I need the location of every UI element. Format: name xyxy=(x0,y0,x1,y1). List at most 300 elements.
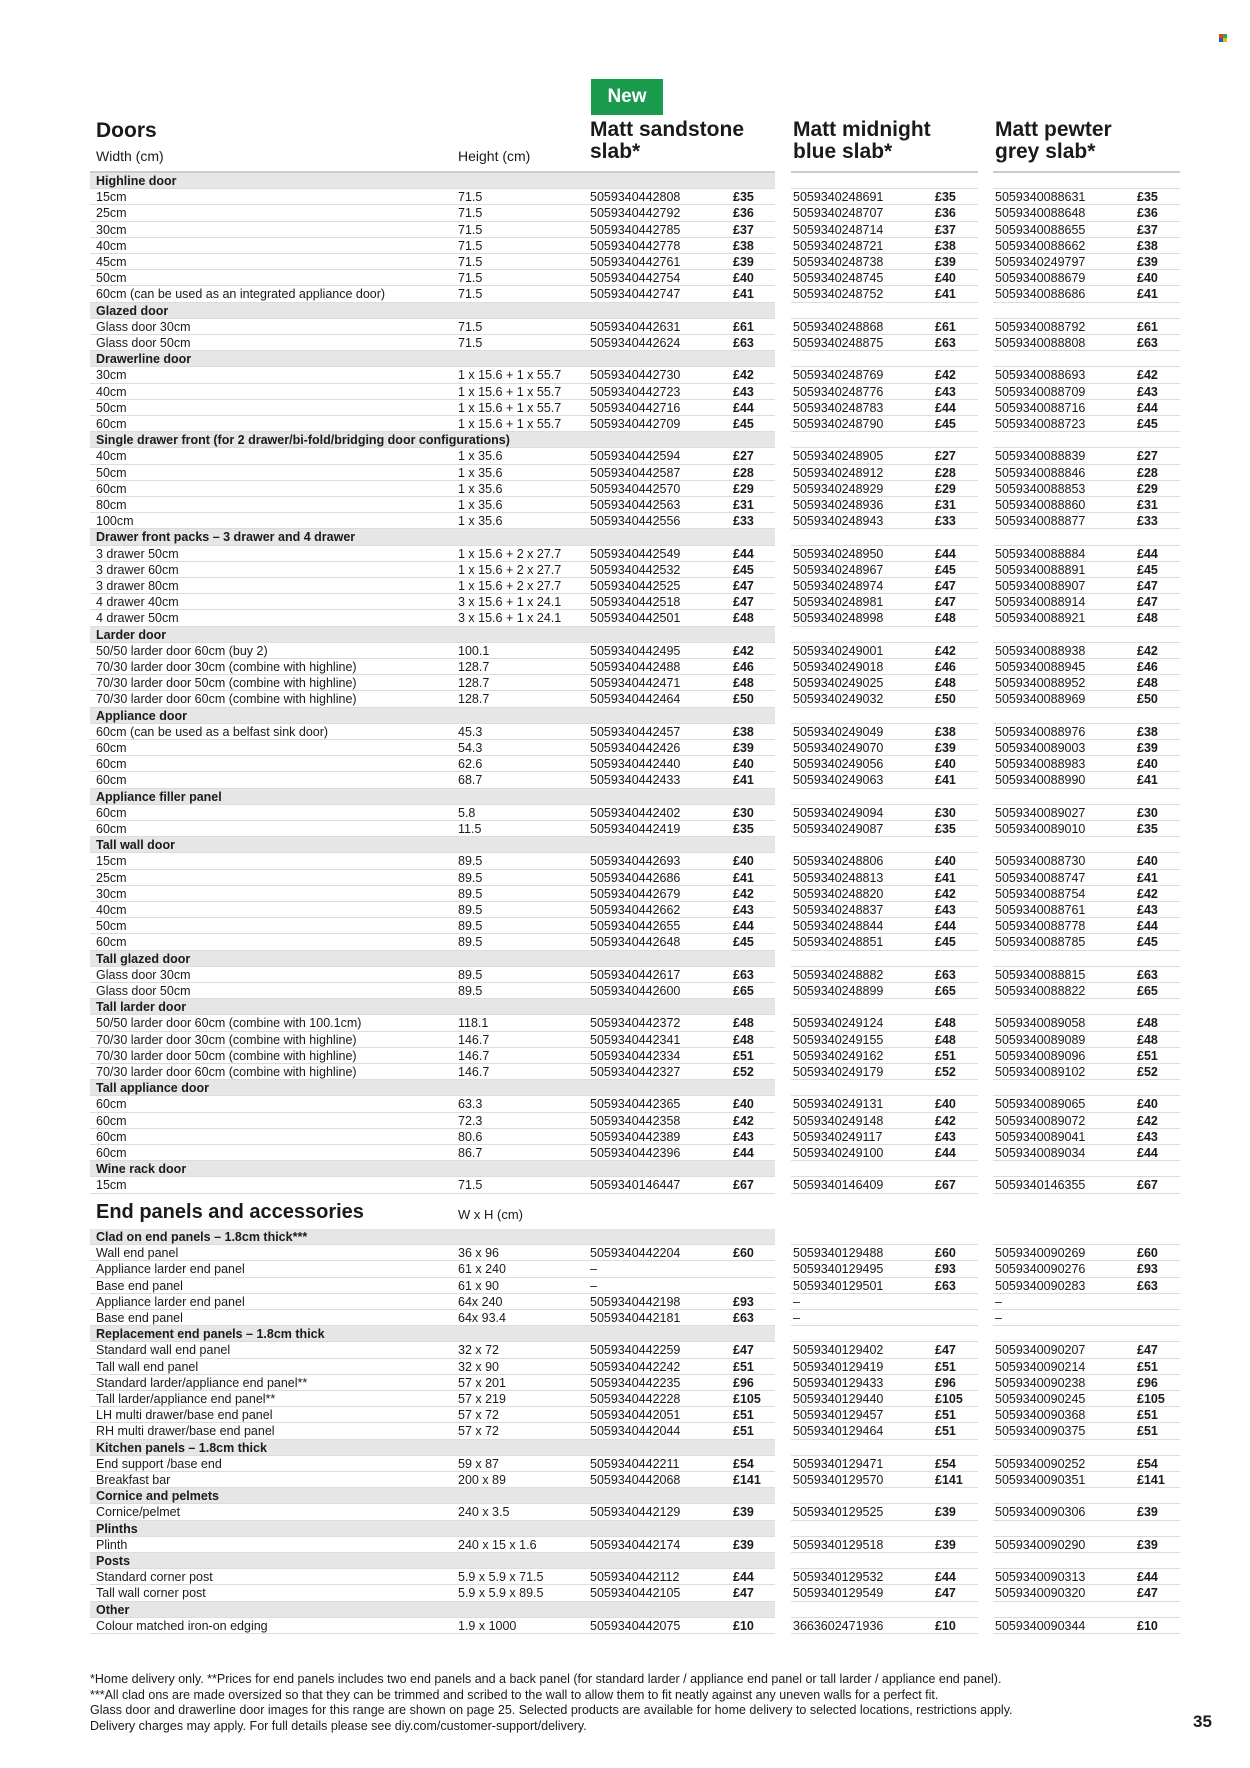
price-sandstone: £48 xyxy=(733,676,754,691)
row-label: Glass door 50cm xyxy=(96,336,191,350)
row-size: 57 x 72 xyxy=(458,1424,500,1439)
row-divider xyxy=(791,1193,978,1194)
price-pewter-grey: £39 xyxy=(1137,255,1158,269)
price-midnight-blue: £44 xyxy=(935,919,956,934)
ean-pewter-grey: 5059340088662 xyxy=(995,238,1086,253)
ean-sandstone: 5059340442723 xyxy=(590,384,681,399)
ean-pewter-grey: 5059340088938 xyxy=(995,643,1086,658)
price-midnight-blue: £40 xyxy=(935,757,956,772)
group-header-label: Tall appliance door xyxy=(96,1081,209,1096)
group-header-row xyxy=(90,1080,1180,1096)
price-midnight-blue: £48 xyxy=(935,1032,956,1047)
price-pewter-grey: £63 xyxy=(1137,1278,1158,1293)
row-label: 50cm xyxy=(96,919,127,934)
table-row xyxy=(90,238,1180,254)
table-row xyxy=(90,1294,1180,1310)
price-midnight-blue: £44 xyxy=(935,1146,956,1160)
price-sandstone: £39 xyxy=(733,1537,754,1552)
ean-sandstone: 5059340442563 xyxy=(590,498,681,512)
table-row xyxy=(90,1145,1180,1161)
ean-pewter-grey: 5059340088631 xyxy=(995,190,1086,205)
ean-sandstone: 5059340442709 xyxy=(590,417,681,431)
column-title-midnight-blue: Matt midnight blue slab* xyxy=(793,118,931,163)
price-pewter-grey: £60 xyxy=(1137,1246,1158,1261)
ean-pewter-grey: 5059340090344 xyxy=(995,1618,1086,1633)
ean-sandstone: 5059340442631 xyxy=(590,319,681,334)
price-midnight-blue: £51 xyxy=(935,1408,956,1423)
table-row xyxy=(90,1456,1180,1472)
ean-pewter-grey: 5059340089034 xyxy=(995,1146,1086,1160)
price-pewter-grey: £48 xyxy=(1137,1016,1158,1031)
ean-sandstone: 5059340442716 xyxy=(590,400,681,415)
price-sandstone: £41 xyxy=(733,870,754,885)
price-midnight-blue: £39 xyxy=(935,741,956,755)
ean-pewter-grey: 5059340090313 xyxy=(995,1570,1086,1585)
price-sandstone: £51 xyxy=(733,1048,754,1063)
ean-pewter-grey: 5059340088723 xyxy=(995,417,1086,431)
page-number: 35 xyxy=(1193,1712,1212,1731)
row-label: 60cm (can be used as an integrated appliance door) xyxy=(96,287,386,302)
ean-midnight-blue: 5059340129501 xyxy=(793,1278,884,1293)
row-size: 71.5 xyxy=(458,206,483,221)
price-midnight-blue: £35 xyxy=(935,190,956,205)
price-sandstone: £50 xyxy=(733,692,754,707)
price-pewter-grey: £48 xyxy=(1137,676,1158,691)
row-size: 45.3 xyxy=(458,724,483,739)
row-label: 40cm xyxy=(96,384,127,399)
group-header-row xyxy=(90,351,1180,367)
row-size: 89.5 xyxy=(458,919,483,934)
price-midnight-blue: £40 xyxy=(935,854,956,869)
ean-midnight-blue: 5059340248981 xyxy=(793,595,884,610)
table-row xyxy=(90,643,1180,659)
row-label: Standard wall end panel xyxy=(96,1343,231,1358)
row-label: 60cm xyxy=(96,417,127,431)
table-row xyxy=(90,189,1180,205)
ean-sandstone: 5059340442785 xyxy=(590,222,681,237)
row-size: 72.3 xyxy=(458,1113,483,1128)
row-label: Tall wall corner post xyxy=(96,1586,206,1601)
ean-pewter-grey: 5059340088853 xyxy=(995,481,1086,496)
ean-sandstone: – xyxy=(590,1278,597,1293)
ean-midnight-blue: 3663602471936 xyxy=(793,1618,884,1633)
group-header-bar xyxy=(90,627,775,643)
table-row xyxy=(90,513,1180,529)
ean-pewter-grey: 5059340088655 xyxy=(995,222,1086,237)
price-sandstone: £61 xyxy=(733,319,754,334)
price-midnight-blue: £48 xyxy=(935,1016,956,1031)
ean-midnight-blue: 5059340248714 xyxy=(793,222,884,237)
ean-pewter-grey: 5059340090351 xyxy=(995,1473,1086,1487)
price-pewter-grey: £40 xyxy=(1137,854,1158,869)
table-row xyxy=(90,286,1180,302)
ean-sandstone: 5059340442761 xyxy=(590,255,681,269)
row-size: 240 x 15 x 1.6 xyxy=(458,1537,537,1552)
ean-pewter-grey: 5059340089041 xyxy=(995,1129,1086,1144)
row-size: 32 x 72 xyxy=(458,1343,500,1358)
ean-pewter-grey: 5059340090306 xyxy=(995,1505,1086,1520)
price-sandstone: £63 xyxy=(733,967,754,982)
ean-sandstone: 5059340442129 xyxy=(590,1505,681,1520)
price-pewter-grey: £28 xyxy=(1137,465,1158,480)
group-header-label: Posts xyxy=(96,1554,131,1568)
table-row xyxy=(90,1129,1180,1145)
row-size: 1 x 35.6 xyxy=(458,481,503,496)
ean-midnight-blue: 5059340129433 xyxy=(793,1375,884,1390)
ean-pewter-grey: 5059340090238 xyxy=(995,1375,1086,1390)
ean-midnight-blue: 5059340129402 xyxy=(793,1343,884,1358)
row-label: LH multi drawer/base end panel xyxy=(96,1408,273,1423)
column-title-pewter-grey: Matt pewter grey slab* xyxy=(995,118,1112,163)
ean-pewter-grey: 5059340090320 xyxy=(995,1586,1086,1601)
price-sandstone: £67 xyxy=(733,1178,754,1193)
table-row xyxy=(90,1177,1180,1193)
row-size: 68.7 xyxy=(458,773,483,788)
ean-midnight-blue: 5059340248738 xyxy=(793,255,884,269)
ean-sandstone: 5059340442372 xyxy=(590,1016,681,1031)
row-size: 89.5 xyxy=(458,870,483,885)
group-header-label: Tall glazed door xyxy=(96,951,191,966)
row-size: 61 x 90 xyxy=(458,1278,500,1293)
row-size: 57 x 219 xyxy=(458,1392,506,1406)
price-sandstone: £30 xyxy=(733,805,754,820)
table-row xyxy=(90,384,1180,400)
price-sandstone: £10 xyxy=(733,1618,754,1633)
price-pewter-grey: £39 xyxy=(1137,741,1158,755)
row-label: Wall end panel xyxy=(96,1246,179,1261)
row-label: 70/30 larder door 60cm (combine with highline) xyxy=(96,1065,357,1079)
ean-pewter-grey: 5059340088914 xyxy=(995,595,1086,610)
price-sandstone: £45 xyxy=(733,562,754,577)
price-pewter-grey: £43 xyxy=(1137,384,1158,399)
ean-sandstone: 5059340442327 xyxy=(590,1065,681,1079)
price-sandstone: £63 xyxy=(733,336,754,350)
table-row xyxy=(90,481,1180,497)
price-pewter-grey: £38 xyxy=(1137,724,1158,739)
ean-sandstone: 5059340442624 xyxy=(590,336,681,350)
group-header-row xyxy=(90,837,1180,853)
ean-sandstone: 5059340442693 xyxy=(590,854,681,869)
ean-pewter-grey: 5059340090245 xyxy=(995,1392,1086,1406)
ean-sandstone: 5059340442525 xyxy=(590,579,681,593)
row-divider xyxy=(588,1633,775,1634)
ean-midnight-blue: 5059340248851 xyxy=(793,935,884,950)
group-header-bar xyxy=(90,951,775,967)
price-sandstone: £42 xyxy=(733,1113,754,1128)
price-sandstone: £36 xyxy=(733,206,754,221)
table-row xyxy=(90,578,1180,594)
table-row xyxy=(90,659,1180,675)
group-header-label: Clad on end panels – 1.8cm thick*** xyxy=(96,1230,308,1244)
row-size: 128.7 xyxy=(458,692,490,707)
row-label: 100cm xyxy=(96,514,134,529)
ean-pewter-grey: 5059340089003 xyxy=(995,741,1086,755)
ean-sandstone: 5059340442341 xyxy=(590,1032,681,1047)
group-header-label: Tall larder door xyxy=(96,1000,187,1015)
ean-pewter-grey: 5059340088679 xyxy=(995,271,1086,286)
ean-pewter-grey: 5059340088709 xyxy=(995,384,1086,399)
price-midnight-blue: £96 xyxy=(935,1375,956,1390)
ean-sandstone: 5059340442501 xyxy=(590,611,681,626)
price-midnight-blue: £42 xyxy=(935,1113,956,1128)
ean-pewter-grey: 5059340088693 xyxy=(995,368,1086,383)
price-sandstone: £39 xyxy=(733,741,754,755)
row-divider xyxy=(588,1193,775,1194)
price-pewter-grey: £42 xyxy=(1137,1113,1158,1128)
price-midnight-blue: £47 xyxy=(935,579,956,593)
price-sandstone: £33 xyxy=(733,514,754,529)
price-pewter-grey: £67 xyxy=(1137,1178,1158,1193)
price-pewter-grey: £47 xyxy=(1137,595,1158,610)
table-row xyxy=(90,934,1180,950)
ean-pewter-grey: 5059340088730 xyxy=(995,854,1086,869)
price-sandstone: £40 xyxy=(733,271,754,286)
ean-sandstone: 5059340442556 xyxy=(590,514,681,529)
height-label: Height (cm) xyxy=(458,148,531,164)
group-header-label: Kitchen panels – 1.8cm thick xyxy=(96,1440,267,1455)
ean-sandstone: 5059340442365 xyxy=(590,1097,681,1112)
price-pewter-grey: £47 xyxy=(1137,579,1158,593)
row-size: 128.7 xyxy=(458,676,490,691)
ean-sandstone: 5059340442396 xyxy=(590,1146,681,1160)
ean-midnight-blue: 5059340248882 xyxy=(793,967,884,982)
ean-midnight-blue: 5059340248790 xyxy=(793,417,884,431)
price-pewter-grey: £42 xyxy=(1137,886,1158,901)
ean-midnight-blue: 5059340248691 xyxy=(793,190,884,205)
ean-midnight-blue: 5059340248837 xyxy=(793,903,884,917)
ean-pewter-grey: 5059340088754 xyxy=(995,886,1086,901)
price-midnight-blue: £60 xyxy=(935,1246,956,1261)
price-sandstone: £54 xyxy=(733,1456,754,1471)
table-row xyxy=(90,772,1180,788)
ean-pewter-grey: 5059340090214 xyxy=(995,1359,1086,1374)
price-pewter-grey: £50 xyxy=(1137,692,1158,707)
row-label: 60cm xyxy=(96,773,127,788)
group-header-bar xyxy=(90,1161,775,1177)
row-size: 1 x 15.6 + 1 x 55.7 xyxy=(458,384,562,399)
price-pewter-grey: £61 xyxy=(1137,319,1158,334)
price-midnight-blue: £45 xyxy=(935,417,956,431)
row-size: 5.8 xyxy=(458,805,476,820)
price-pewter-grey: £35 xyxy=(1137,190,1158,205)
price-midnight-blue: £42 xyxy=(935,643,956,658)
group-header-row xyxy=(90,1602,1180,1618)
ean-pewter-grey: 5059340088686 xyxy=(995,287,1086,302)
row-label: Glass door 50cm xyxy=(96,984,191,998)
ean-midnight-blue: 5059340129518 xyxy=(793,1537,884,1552)
price-sandstone: £44 xyxy=(733,1570,754,1585)
ean-sandstone: 5059340442228 xyxy=(590,1392,681,1406)
price-pewter-grey: £27 xyxy=(1137,449,1158,464)
price-midnight-blue: £41 xyxy=(935,773,956,788)
ean-pewter-grey: 5059340249797 xyxy=(995,255,1086,269)
price-pewter-grey: £44 xyxy=(1137,546,1158,561)
group-header-bar xyxy=(90,1602,775,1618)
price-sandstone: £31 xyxy=(733,498,754,512)
price-sandstone: £45 xyxy=(733,417,754,431)
row-label: End support /base end xyxy=(96,1456,222,1471)
ean-sandstone: 5059340442648 xyxy=(590,935,681,950)
row-label: 30cm xyxy=(96,886,127,901)
row-label: 25cm xyxy=(96,206,127,221)
ean-sandstone: 5059340442174 xyxy=(590,1537,681,1552)
ean-midnight-blue: 5059340248783 xyxy=(793,400,884,415)
ean-pewter-grey: 5059340090276 xyxy=(995,1262,1086,1277)
footnotes xyxy=(90,1672,1090,1734)
ean-sandstone: 5059340442747 xyxy=(590,287,681,302)
row-label: 60cm xyxy=(96,822,127,836)
row-label: 50cm xyxy=(96,271,127,286)
group-header-label: Cornice and pelmets xyxy=(96,1489,219,1504)
row-size: 57 x 72 xyxy=(458,1408,500,1423)
ean-sandstone: 5059340442570 xyxy=(590,481,681,496)
ean-midnight-blue: 5059340248875 xyxy=(793,336,884,350)
ean-midnight-blue: 5059340249032 xyxy=(793,692,884,707)
row-size: 1 x 35.6 xyxy=(458,498,503,512)
price-midnight-blue: £63 xyxy=(935,336,956,350)
price-midnight-blue: £39 xyxy=(935,255,956,269)
table-row xyxy=(90,1113,1180,1129)
ean-midnight-blue: 5059340248868 xyxy=(793,319,884,334)
price-pewter-grey: £37 xyxy=(1137,222,1158,237)
row-label: Standard corner post xyxy=(96,1570,213,1585)
ean-sandstone: 5059340442655 xyxy=(590,919,681,934)
table-row xyxy=(90,740,1180,756)
ean-sandstone: 5059340442419 xyxy=(590,822,681,836)
table-row xyxy=(90,610,1180,626)
price-sandstone: £48 xyxy=(733,611,754,626)
table-row xyxy=(90,1504,1180,1520)
ean-sandstone: 5059340442594 xyxy=(590,449,681,464)
ean-sandstone: 5059340442433 xyxy=(590,773,681,788)
table-row xyxy=(90,594,1180,610)
group-header-label: Tall wall door xyxy=(96,838,175,853)
price-midnight-blue: £39 xyxy=(935,1537,956,1552)
price-sandstone: £43 xyxy=(733,1129,754,1144)
ean-midnight-blue: 5059340249025 xyxy=(793,676,884,691)
row-label: 60cm xyxy=(96,481,127,496)
ean-midnight-blue: 5059340248752 xyxy=(793,287,884,302)
ean-sandstone: – xyxy=(590,1262,597,1277)
price-sandstone: £96 xyxy=(733,1375,754,1390)
group-header-row xyxy=(90,1229,1180,1245)
row-label: Base end panel xyxy=(96,1311,183,1325)
price-midnight-blue: £54 xyxy=(935,1456,956,1471)
table-row xyxy=(90,918,1180,934)
ean-sandstone: 5059340442518 xyxy=(590,595,681,610)
ean-pewter-grey: 5059340090269 xyxy=(995,1246,1086,1261)
ean-sandstone: 5059340442075 xyxy=(590,1618,681,1633)
price-pewter-grey: £44 xyxy=(1137,1570,1158,1585)
ean-sandstone: 5059340442532 xyxy=(590,562,681,577)
price-pewter-grey: £96 xyxy=(1137,1375,1158,1390)
row-label: Standard larder/appliance end panel** xyxy=(96,1375,308,1390)
ean-pewter-grey: 5059340088785 xyxy=(995,935,1086,950)
row-size: 1 x 35.6 xyxy=(458,449,503,464)
price-pewter-grey: £35 xyxy=(1137,822,1158,836)
row-label: 70/30 larder door 60cm (combine with highline) xyxy=(96,692,357,707)
group-header-bar xyxy=(90,837,775,853)
table-row xyxy=(90,497,1180,513)
price-sandstone: £29 xyxy=(733,481,754,496)
price-pewter-grey: £51 xyxy=(1137,1048,1158,1063)
price-midnight-blue: £47 xyxy=(935,1586,956,1601)
price-pewter-grey: £29 xyxy=(1137,481,1158,496)
price-midnight-blue: £45 xyxy=(935,935,956,950)
price-midnight-blue: £35 xyxy=(935,822,956,836)
ean-sandstone: 5059340442402 xyxy=(590,805,681,820)
table-row xyxy=(90,254,1180,270)
row-size: 71.5 xyxy=(458,287,483,302)
price-midnight-blue: £39 xyxy=(935,1505,956,1520)
price-sandstone: £40 xyxy=(733,1097,754,1112)
ean-sandstone: 5059340442778 xyxy=(590,238,681,253)
table-row xyxy=(90,1585,1180,1601)
ean-pewter-grey: 5059340088907 xyxy=(995,579,1086,593)
row-label: 60cm (can be used as a belfast sink door) xyxy=(96,724,329,739)
row-label: 45cm xyxy=(96,255,127,269)
row-label: 60cm xyxy=(96,1113,127,1128)
ean-sandstone: 5059340442686 xyxy=(590,870,681,885)
price-midnight-blue: £42 xyxy=(935,886,956,901)
price-midnight-blue: £10 xyxy=(935,1618,956,1633)
ean-sandstone: 5059340442259 xyxy=(590,1343,681,1358)
price-pewter-grey: £65 xyxy=(1137,984,1158,998)
ean-midnight-blue: 5059340248912 xyxy=(793,465,884,480)
ean-midnight-blue: 5059340129488 xyxy=(793,1246,884,1261)
row-size: 11.5 xyxy=(458,822,482,836)
ean-sandstone: 5059340442334 xyxy=(590,1048,681,1063)
row-label: 3 drawer 50cm xyxy=(96,546,179,561)
group-header-row xyxy=(90,708,1180,724)
price-sandstone: £51 xyxy=(733,1424,754,1439)
row-label: 3 drawer 60cm xyxy=(96,562,179,577)
price-midnight-blue: £50 xyxy=(935,692,956,707)
row-label: 4 drawer 40cm xyxy=(96,595,179,610)
table-row xyxy=(90,1359,1180,1375)
price-midnight-blue: £44 xyxy=(935,546,956,561)
price-sandstone: £42 xyxy=(733,886,754,901)
price-pewter-grey: £44 xyxy=(1137,400,1158,415)
row-size: 1 x 35.6 xyxy=(458,514,503,529)
ean-midnight-blue: 5059340248769 xyxy=(793,368,884,383)
row-size: 71.5 xyxy=(458,222,483,237)
table-row xyxy=(90,1342,1180,1358)
row-label: 40cm xyxy=(96,903,127,917)
row-label: Appliance larder end panel xyxy=(96,1294,245,1309)
price-sandstone: £44 xyxy=(733,919,754,934)
row-size: 3 x 15.6 + 1 x 24.1 xyxy=(458,611,562,626)
ean-pewter-grey: 5059340088778 xyxy=(995,919,1086,934)
ean-pewter-grey: 5059340089027 xyxy=(995,805,1086,820)
group-header-row xyxy=(90,529,1180,545)
price-sandstone: £52 xyxy=(733,1065,754,1079)
table-row xyxy=(90,1261,1180,1277)
price-pewter-grey: £51 xyxy=(1137,1424,1158,1439)
ean-sandstone: 5059340442198 xyxy=(590,1294,681,1309)
price-sandstone: £41 xyxy=(733,773,754,788)
ean-sandstone: 5059340442662 xyxy=(590,903,681,917)
row-size: 3 x 15.6 + 1 x 24.1 xyxy=(458,595,562,610)
ean-midnight-blue: 5059340249049 xyxy=(793,724,884,739)
price-pewter-grey: £10 xyxy=(1137,1618,1158,1633)
group-header-bar xyxy=(90,173,775,189)
table-row xyxy=(90,1472,1180,1488)
table-row xyxy=(90,319,1180,335)
ean-midnight-blue: – xyxy=(793,1294,800,1309)
ean-midnight-blue: 5059340129464 xyxy=(793,1424,884,1439)
price-pewter-grey: £54 xyxy=(1137,1456,1158,1471)
